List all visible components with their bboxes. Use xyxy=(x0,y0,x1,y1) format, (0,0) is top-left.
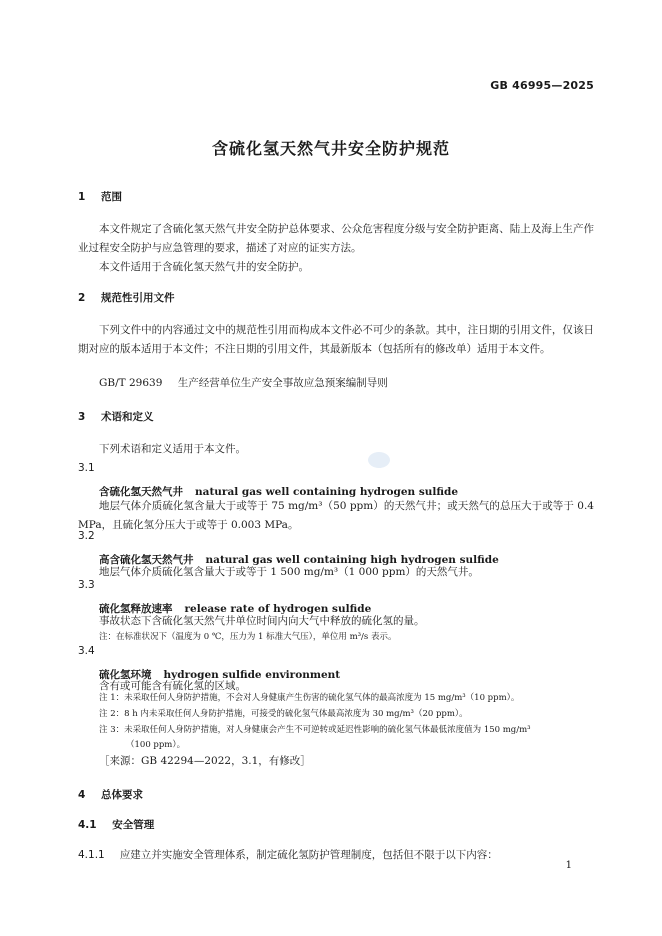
paragraph: 本文件规定了含硫化氢天然气井安全防护总体要求、公众危害程度分级与安全防护距离、陆上及海上生产作业过程安全防护与应急管理的要求，描述了对应的证实方法。 xyxy=(78,223,594,254)
paragraph: 下列术语和定义适用于本文件。 xyxy=(99,443,246,455)
section-number: 1 xyxy=(78,191,86,203)
section-4-heading xyxy=(78,787,143,802)
normative-reference xyxy=(99,374,388,393)
term-cn: 高含硫化氢天然气井 xyxy=(99,554,194,566)
term-en: natural gas well containing high hydrogen sulfide xyxy=(205,554,499,566)
term-cn: 含硫化氢天然气井 xyxy=(99,486,183,498)
term-definition: 地层气体介质硫化氢含量大于或等于 75 mg/m³（50 ppm）的天然气井；或天然气的总压大于或等于 0.4 MPa，且硫化氢分压大于或等于 0.003 MPa。 xyxy=(78,500,594,531)
term-number: 3.4 xyxy=(78,645,95,657)
term-definition: 地层气体介质硫化氢含量大于或等于 1 500 mg/m³（1 000 ppm）的天然气井。 xyxy=(99,566,479,578)
subsection-title: 安全管理 xyxy=(112,819,155,831)
clause-4-1-1 xyxy=(78,843,498,865)
section-number: 2 xyxy=(78,292,86,304)
reference-title: 生产经营单位生产安全事故应急预案编制导则 xyxy=(177,377,388,389)
term-en: release rate of hydrogen sulfide xyxy=(184,603,372,615)
term-source: ［来源：GB 42294—2022，3.1，有修改］ xyxy=(99,755,311,767)
section-title: 总体要求 xyxy=(100,789,143,801)
paragraph: 本文件适用于含硫化氢天然气井的安全防护。 xyxy=(99,261,309,273)
section-title: 术语和定义 xyxy=(100,411,154,423)
watermark-logo xyxy=(368,452,390,468)
document-title: 含硫化氢天然气井安全防护规范 xyxy=(211,139,450,158)
paragraph: 下列文件中的内容通过文中的规范性引用而构成本文件必不可少的条款。其中，注日期的引用文件，仅该日期对应的版本适用于本文件；不注日期的引用文件，其最新版本（包括所有的修改单）适用于本文件。 xyxy=(78,324,594,355)
subsection-number: 4.1 xyxy=(78,819,97,831)
note: 注 1：未采取任何人身防护措施，不会对人身健康产生伤害的硫化氢气体的最高浓度为 15 mg/m³（10 ppm）。 xyxy=(99,693,520,703)
term-definition: 事故状态下含硫化氢天然气井单位时间内向大气中释放的硫化氢的量。 xyxy=(99,615,425,627)
section-3-heading xyxy=(78,409,153,424)
term-number: 3.3 xyxy=(78,579,95,591)
section-1-heading xyxy=(78,189,122,204)
term-cn: 硫化氢释放速率 xyxy=(99,603,173,615)
section-number: 3 xyxy=(78,411,86,423)
note: 注：在标准状况下（温度为 0 ℃，压力为 1 标准大气压），单位用 m³/s 表示。 xyxy=(99,632,397,642)
standard-code: GB 46995—2025 xyxy=(490,79,594,92)
clause-number: 4.1.1 xyxy=(78,849,105,861)
section-title: 范围 xyxy=(100,191,122,203)
reference-code: GB/T 29639 xyxy=(99,377,163,389)
term-en: hydrogen sulfide environment xyxy=(163,669,341,681)
term-cn: 硫化氢环境 xyxy=(99,669,152,681)
clause-text: 应建立并实施安全管理体系，制定硫化氢防护管理制度，包括但不限于以下内容： xyxy=(119,849,498,861)
term-number: 3.2 xyxy=(78,530,95,542)
section-2-heading xyxy=(78,290,174,305)
subsection-4-1-heading xyxy=(78,817,154,832)
section-number: 4 xyxy=(78,789,86,801)
section-title: 规范性引用文件 xyxy=(100,292,175,304)
term-definition: 含有或可能含有硫化氢的区域。 xyxy=(99,680,246,692)
note: 注 2：8 h 内未采取任何人身防护措施，可接受的硫化氢气体最高浓度为 30 mg/m³（20 ppm）。 xyxy=(99,709,468,719)
page-number: 1 xyxy=(565,860,572,871)
note: 注 3：未采取任何人身防护措施，对人身健康会产生不可逆转或延迟性影响的硫化氢气体最低浓度值为 150 mg/m³ xyxy=(99,725,531,735)
term-en: natural gas well containing hydrogen sulfide xyxy=(195,486,459,498)
term-number: 3.1 xyxy=(78,462,95,474)
note-continuation: （100 ppm）。 xyxy=(126,740,186,750)
